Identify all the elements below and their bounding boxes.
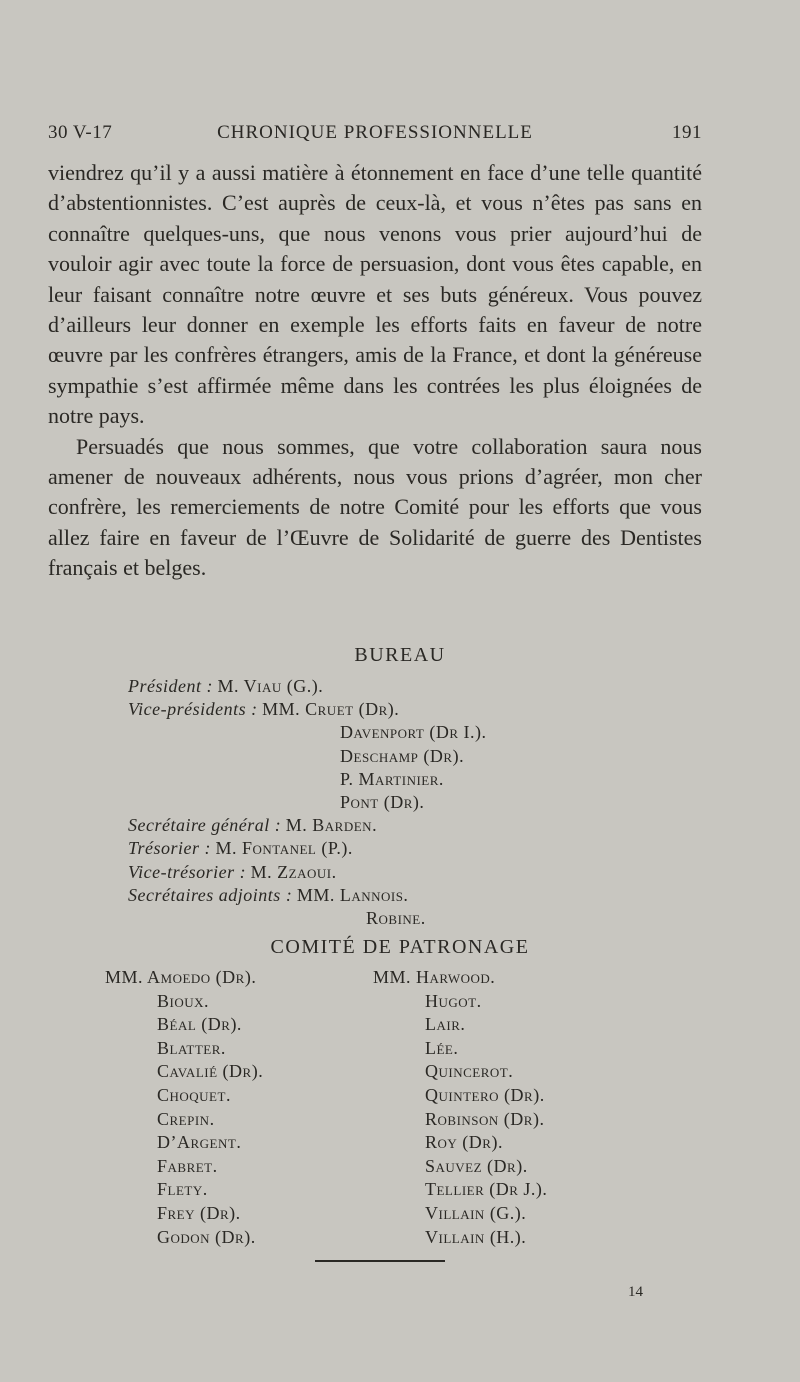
committee-member: Lair. xyxy=(425,1014,466,1035)
role-label: Trésorier : xyxy=(128,838,212,859)
committee-member: MM. Harwood. xyxy=(373,967,496,987)
role-label: Vice-trésorier : xyxy=(128,861,247,882)
committee-member: Flety. xyxy=(157,1179,208,1200)
role-label: Président : xyxy=(128,676,213,696)
member-name: P. Martinier. xyxy=(340,768,444,789)
committee-member: Godon (Dr). xyxy=(157,1226,256,1247)
committee-heading: COMITÉ DE PATRONAGE xyxy=(270,936,530,958)
committee-left-column xyxy=(105,966,264,1249)
member-name: M. Fontanel (P.). xyxy=(215,838,353,859)
member-name: Davenport (Dr I.). xyxy=(340,722,487,743)
bureau-row-continued xyxy=(128,721,688,744)
member-name: Pont (Dr). xyxy=(340,792,425,813)
member-name: M. Viau (G.). xyxy=(217,676,324,696)
committee-member: Villain (G.). xyxy=(425,1202,527,1223)
end-rule xyxy=(315,1260,445,1262)
committee-member: Roy (Dr). xyxy=(425,1132,503,1153)
committee-member: Lée. xyxy=(425,1037,459,1058)
header-date: 30 V-17 xyxy=(48,122,113,143)
member-name: MM. Cruet (Dr). xyxy=(262,699,400,720)
bureau-row-secretary xyxy=(128,814,688,837)
committee-member: D’Argent. xyxy=(157,1132,242,1153)
committee-member: Choquet. xyxy=(157,1084,231,1105)
bureau-row-president xyxy=(128,675,688,698)
bureau-row-assistant-secretaries xyxy=(128,884,688,907)
member-name: M. Zzaoui. xyxy=(250,861,337,882)
bureau-row-continued xyxy=(128,907,688,930)
committee-member: Hugot. xyxy=(425,990,482,1011)
member-name: Robine. xyxy=(366,908,426,929)
member-name: M. Barden. xyxy=(285,815,378,836)
committee-member: MM. Amoedo (Dr). xyxy=(105,967,257,987)
committee-member: Tellier (Dr J.). xyxy=(425,1179,548,1200)
committee-member: Cavalié (Dr). xyxy=(157,1061,264,1082)
paragraph: viendrez qu’il y a aussi matière à étonnement en face d’une telle quantité d’abstentionnistes. C’est auprès de ceux-là, et vous n’êtes pas sans en connaître quelques-uns, que nous venons vous prier aujourd’hui de vouloir agir avec toute la force de persuasion, dont vous êtes capable, en leur faisant connaître notre œuvre et ses buts généreux. Vous pouvez d’ailleurs leur donner en exemple les efforts faits en faveur de notre œuvre par les confrères étrangers, amis de la France, et dont la généreuse sympathie s’est affirmée même dans les contrées les plus éloignées de notre pays. xyxy=(48,160,702,429)
running-header xyxy=(48,122,702,152)
bureau-row-vice-treasurer xyxy=(128,861,688,884)
bureau-row-continued xyxy=(128,791,688,814)
signature-mark: 14 xyxy=(628,1284,643,1300)
committee-member: Bioux. xyxy=(157,990,209,1011)
header-title: CHRONIQUE PROFESSIONNELLE xyxy=(217,122,533,143)
paragraph: Persuadés que nous sommes, que votre collaboration saura nous amener de nouveaux adhérents, nous vous prions d’agréer, mon cher confrère, les remerciements de notre Comité pour les efforts que vous allez faire en faveur de l’Œuvre de Solidarité de guerre des Dentistes français et belges. xyxy=(48,433,702,581)
member-name: Deschamp (Dr). xyxy=(340,745,465,766)
committee-member: Quincerot. xyxy=(425,1061,514,1082)
committee-member: Frey (Dr). xyxy=(157,1202,241,1223)
role-label: Secrétaire général : xyxy=(128,815,282,836)
committee-member: Quintero (Dr). xyxy=(425,1084,545,1105)
bureau-heading: BUREAU xyxy=(354,644,446,666)
committee-member: Robinson (Dr). xyxy=(425,1108,545,1129)
committee-right-column xyxy=(373,966,548,1249)
committee-member: Blatter. xyxy=(157,1037,226,1058)
bureau-row-continued xyxy=(128,768,688,791)
bureau-list xyxy=(128,675,688,930)
body-text xyxy=(48,158,702,584)
bureau-row-vice-presidents xyxy=(128,698,688,721)
role-label: Secrétaires adjoints : xyxy=(128,884,293,905)
committee-member: Béal (Dr). xyxy=(157,1014,242,1035)
committee-member: Villain (H.). xyxy=(425,1226,527,1247)
role-label: Vice-présidents : xyxy=(128,699,258,720)
member-name: MM. Lannois. xyxy=(296,884,409,905)
committee-member: Fabret. xyxy=(157,1155,218,1176)
bureau-row-continued xyxy=(128,745,688,768)
page-number: 191 xyxy=(672,122,702,143)
committee-member: Crepin. xyxy=(157,1108,215,1129)
bureau-row-treasurer xyxy=(128,837,688,860)
committee-member: Sauvez (Dr). xyxy=(425,1155,528,1176)
